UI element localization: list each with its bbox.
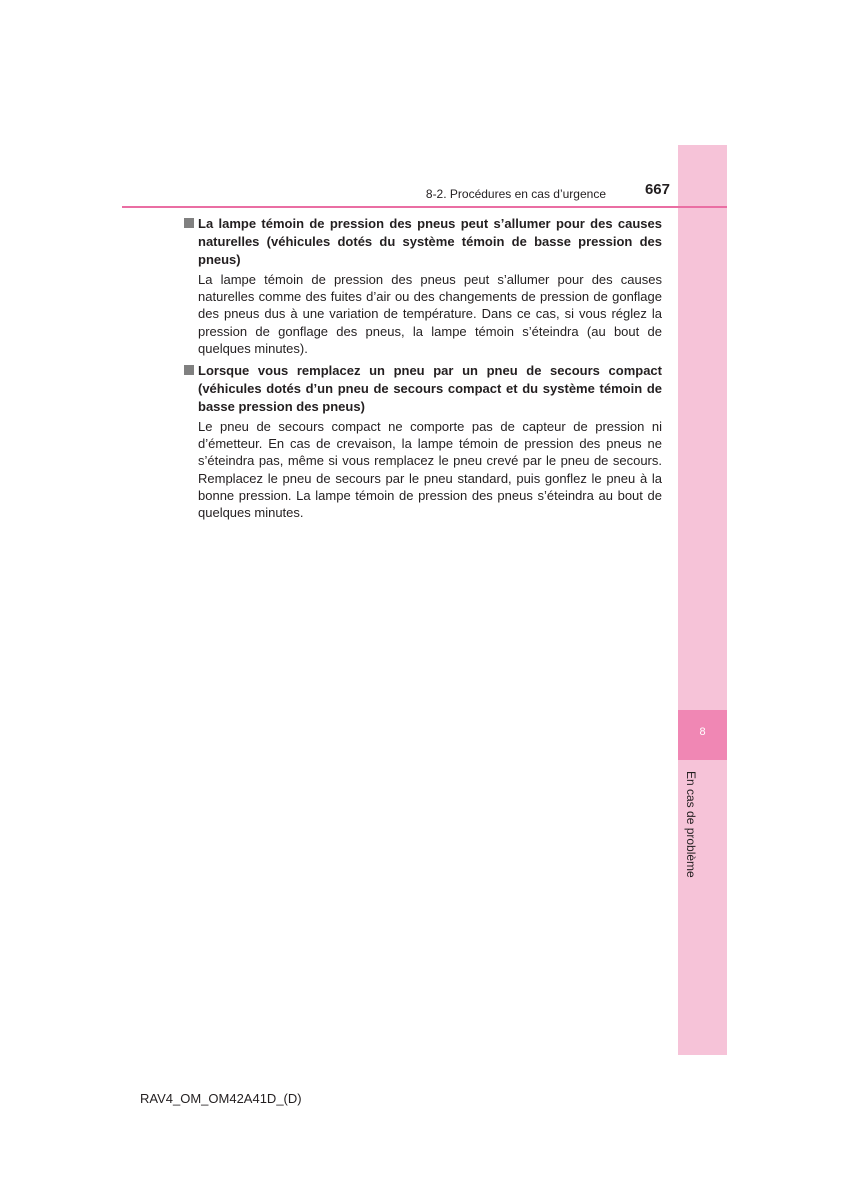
section-tire-pressure-natural-causes [184,215,662,357]
section-compact-spare-tire [184,362,662,521]
section-body: Le pneu de secours compact ne comporte pas de capteur de pression ni d’émetteur. En cas de crevaison, la lampe témoin de pression des pneus ne s’éteindra pas, même si vous remplacez le pneu crevé par le pneu de secours. Remplacez le pneu de secours par le pneu standard, puis gonflez le pneu à la bonne pression. La lampe témoin de pression des pneus s’éteindra au bout de quelques minutes. [198,419,662,521]
section-heading [184,215,662,269]
section-heading-text: La lampe témoin de pression des pneus peut s’allumer pour des causes naturelles (véhicules dotés du système témoin de basse pression des pneus) [198,216,662,267]
document-code: RAV4_OM_OM42A41D_(D) [140,1091,302,1106]
header-rule [122,206,727,208]
chapter-title: En cas de problème [684,771,698,878]
square-bullet-icon [184,218,194,228]
square-bullet-icon [184,365,194,375]
section-heading [184,362,662,416]
chapter-number-box [678,710,727,760]
page-number: 667 [644,181,670,198]
running-header-section: 8-2. Procédures en cas d’urgence [425,187,606,201]
chapter-number: 8 [699,726,706,738]
page-content [184,215,662,526]
section-heading-text: Lorsque vous remplacez un pneu par un pneu de secours compact (véhicules dotés d’un pneu de secours compact et du système témoin de basse pression des pneus) [198,363,662,415]
section-body: La lampe témoin de pression des pneus peut s’allumer pour des causes naturelles comme des fuites d’air ou des changements de pression de gonflage des pneus dus à une variation de température. Dans ce cas, si vous réglez la pression de gonflage des pneus, la lampe témoin s’éteindra (au bout de quelques minutes). [198,272,662,356]
chapter-side-tab [678,145,727,1055]
